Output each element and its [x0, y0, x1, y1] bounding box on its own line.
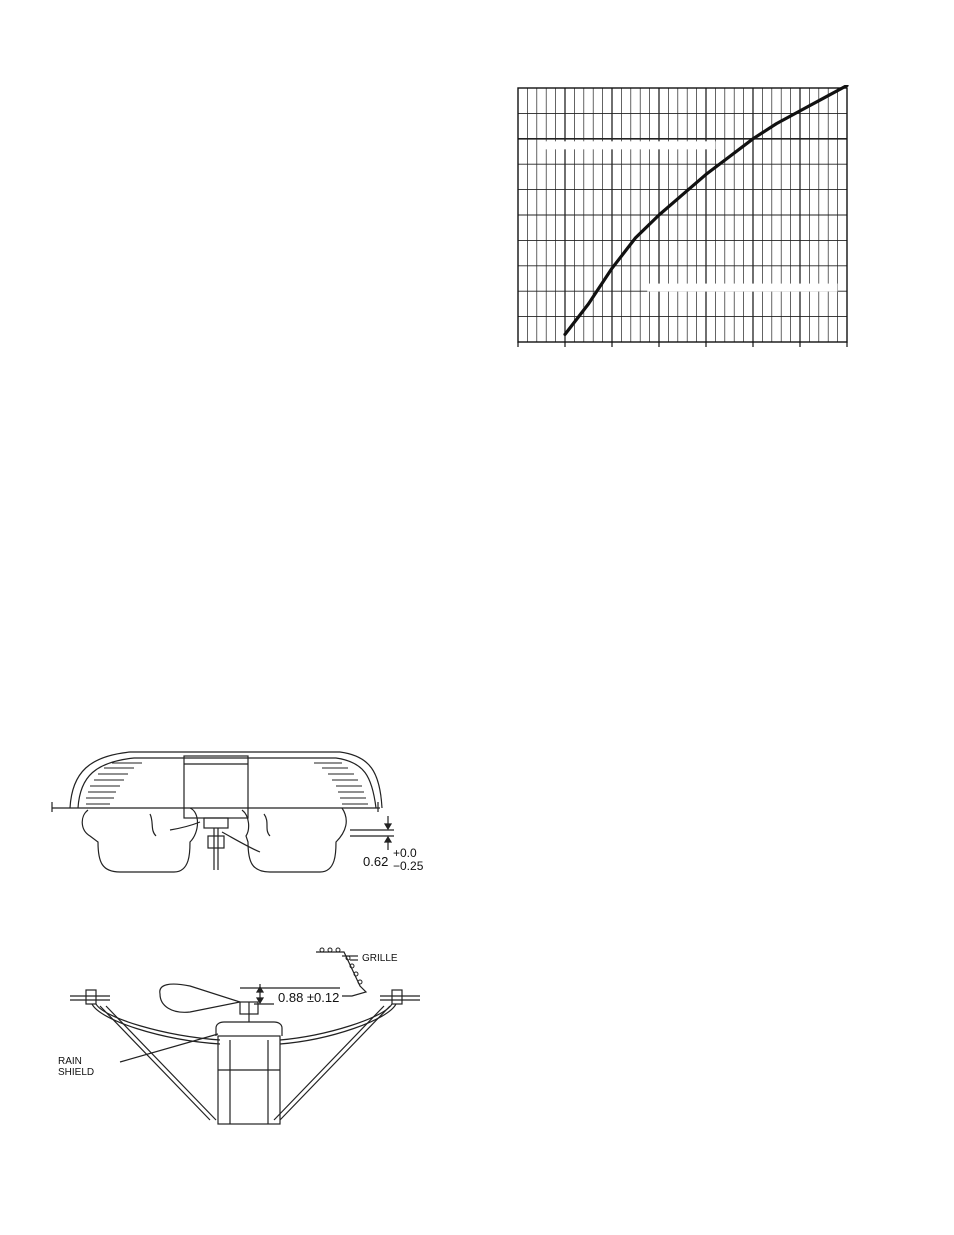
- rain-label: RAIN: [58, 1056, 82, 1067]
- dimension-value: 0.62: [363, 854, 389, 869]
- line-chart: [515, 85, 850, 350]
- motor-housing: [184, 756, 248, 818]
- chart-frame: [518, 88, 847, 347]
- fan-blade: [160, 984, 240, 1012]
- tolerance-minus: −0.25: [393, 859, 424, 873]
- motor-mount-figure: [60, 940, 430, 1140]
- chart-mask-band: [647, 284, 837, 292]
- rain-shield-leader: [120, 1034, 218, 1062]
- right-bolt: [392, 990, 402, 1004]
- chart-mask-band: [544, 141, 716, 149]
- chart-grid: [518, 88, 847, 342]
- left-wheel: [82, 808, 197, 872]
- grille-label: GRILLE: [362, 953, 398, 964]
- left-bolt: [86, 990, 96, 1004]
- right-wheel: [242, 808, 346, 872]
- motor-body: [218, 1036, 280, 1124]
- shield-label: SHIELD: [58, 1067, 95, 1078]
- tolerance-plus: +0.0: [393, 846, 417, 860]
- dimension-088: 0.88 ±0.12: [278, 990, 340, 1005]
- rain-shield-shape: [216, 1022, 282, 1036]
